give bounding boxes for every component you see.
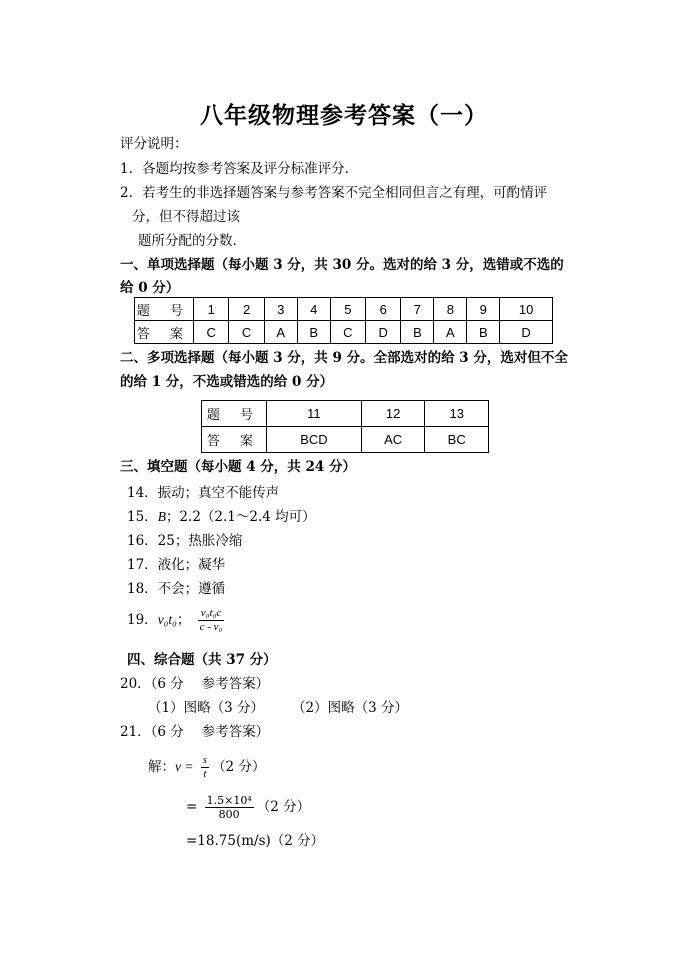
table-cell: B xyxy=(401,321,434,344)
step1-score: （2 分） xyxy=(212,759,266,775)
section1-heading-cont: 给 0 分） xyxy=(120,280,180,296)
answer-15-rest: ；2.2（2.1～2.4 均可） xyxy=(165,509,316,525)
table-cell: 1 xyxy=(194,298,229,321)
table-cell: 10 xyxy=(500,298,553,321)
fraction-numerator: s xyxy=(202,754,208,766)
table-cell: C xyxy=(330,321,365,344)
multi-choice-answer-table xyxy=(201,400,489,453)
section2-heading-cont: 的给 1 分，不选或错选的给 0 分） xyxy=(120,374,334,390)
table-cell: B xyxy=(297,321,330,344)
step1-lhs: v = xyxy=(175,759,194,774)
table-cell: 12 xyxy=(361,401,425,427)
section3-heading: 三、填空题（每小题 4 分，共 24 分） xyxy=(120,459,356,475)
table-row-numbers xyxy=(135,298,553,321)
table-cell: AC xyxy=(361,427,425,453)
single-choice-answer-table xyxy=(134,297,553,344)
answer-19-first: v₀t₀ xyxy=(157,612,177,627)
answer-14: 14．振动；真空不能传声 xyxy=(127,485,280,501)
table-cell: 5 xyxy=(330,298,365,321)
table-row-answers xyxy=(135,321,553,344)
table-cell: A xyxy=(434,321,467,344)
step1-fraction xyxy=(201,754,209,781)
table-header-cell: 答 案 xyxy=(202,427,267,453)
page-title: 八年级物理参考答案（一） xyxy=(200,103,488,129)
answer-18: 18．不会；遵循 xyxy=(127,581,226,597)
fraction-numerator: 1.5×10⁴ xyxy=(206,794,252,807)
table-cell: B xyxy=(467,321,500,344)
table-cell: D xyxy=(366,321,401,344)
question-21-step-1 xyxy=(148,752,265,782)
step2-eq: = xyxy=(186,799,198,815)
table-cell: C xyxy=(229,321,264,344)
question-20-answer-2: （2）图略（3 分） xyxy=(292,700,408,716)
table-cell: 7 xyxy=(401,298,434,321)
fraction-denominator: t xyxy=(203,768,207,780)
section4-heading: 四、综合题（共 37 分） xyxy=(127,652,277,668)
table-cell: 13 xyxy=(425,401,489,427)
answer-19-sep: ； xyxy=(176,612,191,628)
scoring-header: 评分说明： xyxy=(120,136,188,152)
table-cell: 3 xyxy=(264,298,297,321)
step2-score: （2 分） xyxy=(256,799,311,815)
table-cell: A xyxy=(264,321,297,344)
question-21-heading: 21．（6 分 参考答案） xyxy=(120,724,270,740)
table-cell: 9 xyxy=(467,298,500,321)
answer-15 xyxy=(127,508,316,526)
answer-19-fraction xyxy=(198,607,225,634)
fraction-numerator: v₀t₀c xyxy=(198,607,225,621)
answer-19-prefix: 19． xyxy=(127,612,158,628)
answer-16: 16．25；热胀冷缩 xyxy=(127,533,243,549)
table-cell: BCD xyxy=(267,427,362,453)
table-cell: BC xyxy=(425,427,489,453)
table-row-numbers xyxy=(202,401,489,427)
question-21-step-3: =18.75(m/s)（2 分） xyxy=(186,833,325,849)
scoring-rule-2a: 2．若考生的非选择题答案与参考答案不完全相同但言之有理，可酌情评 xyxy=(120,185,548,201)
section1-heading: 一、单项选择题（每小题 3 分，共 30 分。选对的给 3 分，选错或不选的 xyxy=(120,257,564,273)
table-row-answers xyxy=(202,427,489,453)
step1-prefix: 解： xyxy=(148,759,175,775)
answer-17: 17．液化；凝华 xyxy=(127,557,226,573)
section2-heading: 二、多项选择题（每小题 3 分，共 9 分。全部选对的给 3 分，选对但不全 xyxy=(120,350,568,366)
step2-fraction xyxy=(205,794,254,821)
scoring-rule-1: 1．各题均按参考答案及评分标准评分． xyxy=(120,161,359,177)
answer-15-variable: B xyxy=(157,509,166,524)
scoring-rule-2b: 分，但不得超过该 xyxy=(132,209,240,225)
table-header-cell: 答 案 xyxy=(135,321,194,344)
table-cell: 4 xyxy=(297,298,330,321)
question-20-heading: 20．（6 分 参考答案） xyxy=(120,676,270,692)
fraction-denominator: c - v₀ xyxy=(199,621,223,633)
table-cell: 8 xyxy=(434,298,467,321)
table-cell: 2 xyxy=(229,298,264,321)
question-20-answer-1: （1）图略（3 分） xyxy=(148,700,264,716)
table-cell: 11 xyxy=(267,401,362,427)
table-header-cell: 题 号 xyxy=(135,298,194,321)
table-cell: 6 xyxy=(366,298,401,321)
scoring-rule-2c: 题所分配的分数． xyxy=(138,233,246,249)
answer-19 xyxy=(127,606,227,634)
table-header-cell: 题 号 xyxy=(202,401,267,427)
table-cell: D xyxy=(500,321,553,344)
table-cell: C xyxy=(194,321,229,344)
answer-15-prefix: 15． xyxy=(127,509,158,525)
fraction-denominator: 800 xyxy=(218,808,240,821)
question-21-step-2 xyxy=(186,792,310,822)
